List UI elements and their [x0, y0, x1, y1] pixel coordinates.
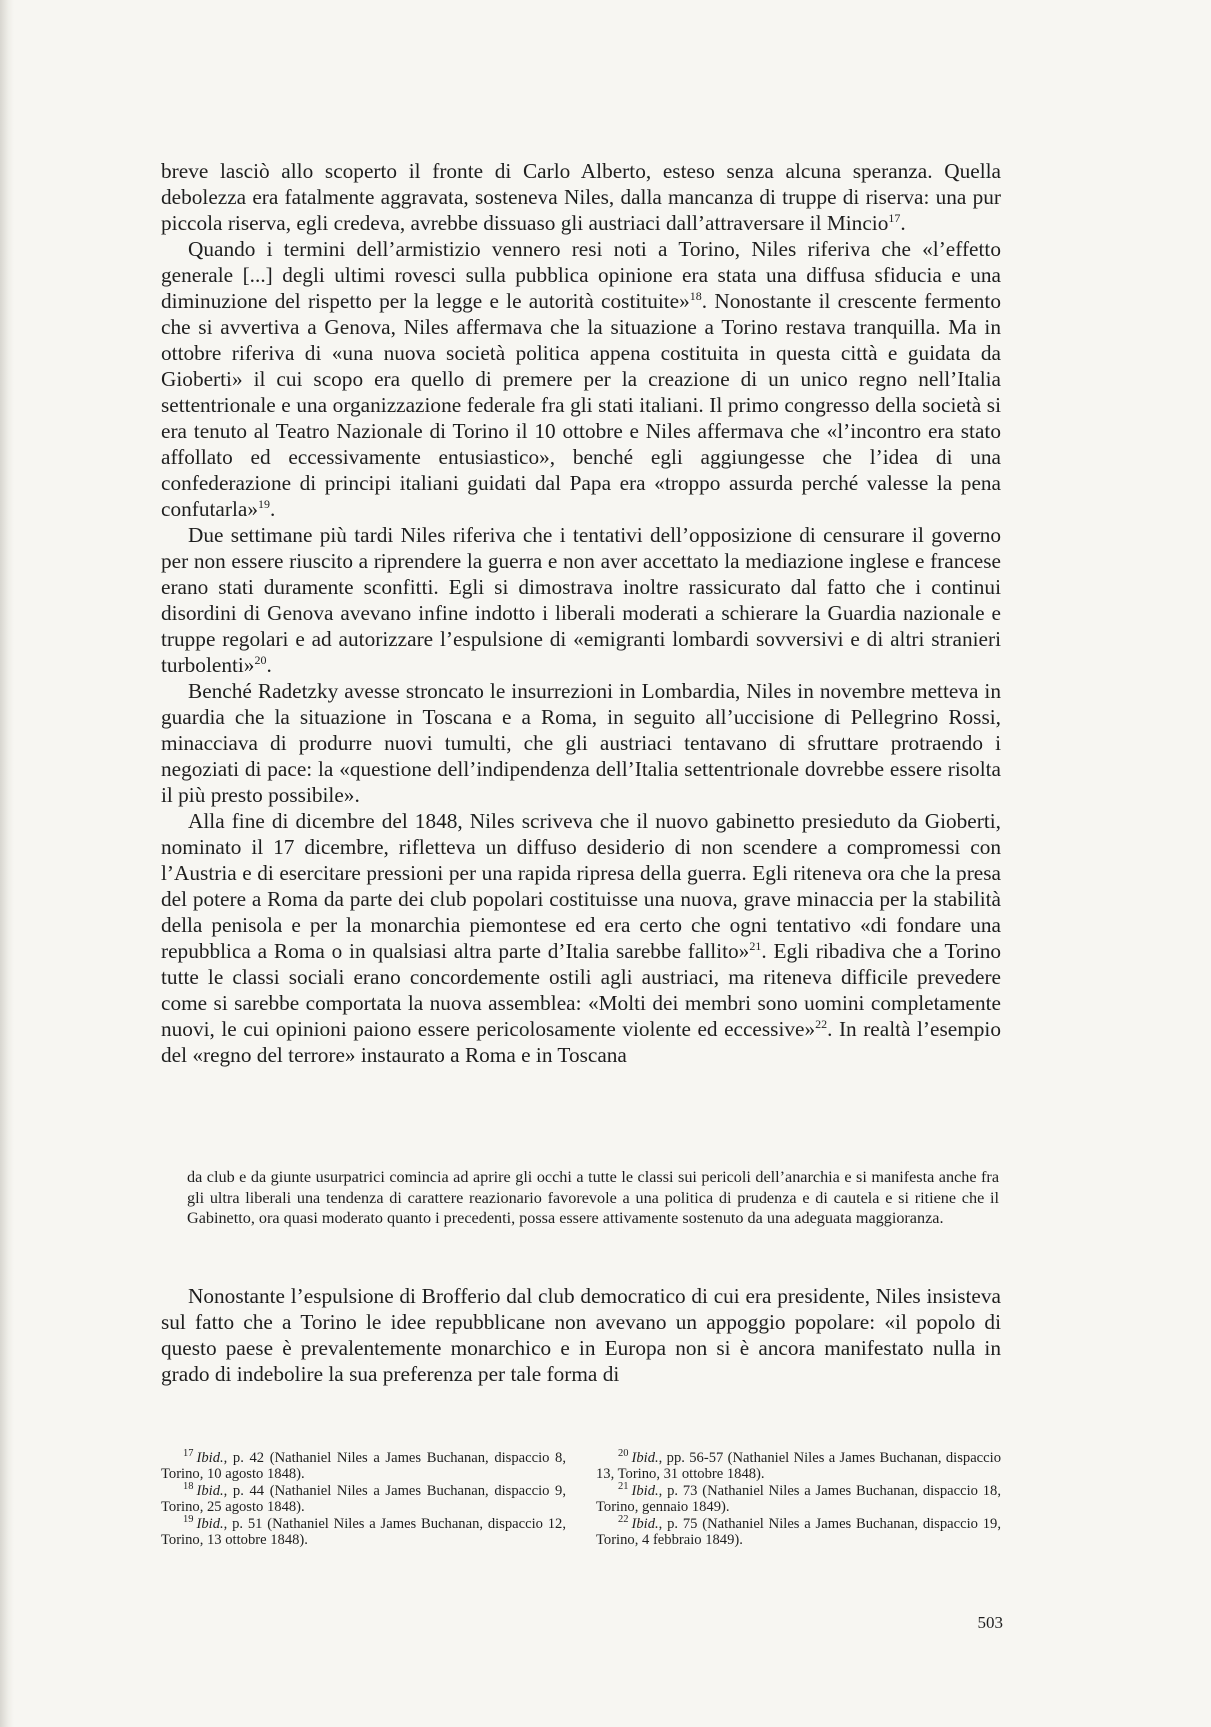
page-number: 503	[977, 1613, 1003, 1632]
paragraph-5-tail2: . In realtà l’esempio del «regno del terrore» instaurato a Roma e in Toscana	[161, 1017, 1001, 1067]
footnotes-right-column	[596, 1450, 1001, 1548]
footnote-ref-20[interactable]: 20	[254, 652, 267, 667]
paragraph-1-text: breve lasciò allo scoperto il fronte di Carlo Alberto, esteso senza alcuna speranza. Quella debolezza era fatalmente aggravata, sosteneva Niles, dalla mancanza di truppe di riserva: una pur piccola riserva, egli credeva, avrebbe dissuaso gli austriaci dall’attraversare il Mincio	[161, 159, 1001, 235]
footnote-text: , p. 73 (Nathaniel Niles a James Buchanan, dispaccio 18, Torino, gennaio 1849).	[596, 1482, 1001, 1516]
paragraph-4-text: Benché Radetzky avesse stroncato le insurrezioni in Lombardia, Niles in novembre metteva in guardia che la situazione in Toscana e a Roma, in seguito all’uccisione di Pellegrino Rossi, minacciava di produrre nuovi tumulti, che gli austriaci tentavano di sfruttare protraendo i negoziati di pace: la «questione dell’indipendenza dell’Italia settentrionale dovrebbe essere risolta il più presto possibile».	[161, 679, 1001, 807]
footnote-ibid: Ibid.	[196, 1515, 224, 1532]
after-quote-paragraph	[161, 1283, 1001, 1387]
footnote-text: , pp. 56-57 (Nathaniel Niles a James Buchanan, dispaccio 13, Torino, 31 ottobre 1848).	[596, 1450, 1001, 1483]
footnote-ibid: Ibid.	[196, 1450, 224, 1466]
footnote-ref-19[interactable]: 19	[257, 496, 270, 511]
footnote-number: 22	[618, 1513, 629, 1525]
footnote-ref-21[interactable]: 21	[749, 938, 762, 953]
footnote-number: 20	[618, 1448, 629, 1460]
footnote-18	[161, 1480, 566, 1516]
footnote-number: 17	[183, 1448, 194, 1460]
footnote-ibid: Ibid.	[631, 1482, 659, 1499]
footnote-20	[596, 1450, 1001, 1483]
footnote-22	[596, 1513, 1001, 1549]
footnote-17	[161, 1450, 566, 1483]
footnotes-left-column	[161, 1450, 566, 1548]
footnote-21	[596, 1480, 1001, 1516]
footnote-ibid: Ibid.	[631, 1450, 659, 1466]
paragraph-5-text: Alla fine di dicembre del 1848, Niles scriveva che il nuovo gabinetto presieduto da Gioberti, nominato il 17 dicembre, rifletteva un diffuso desiderio di non scendere a compromessi con l’Austria e di esercitare pressioni per una rapida ripresa della guerra. Egli riteneva ora che la presa del potere a Roma da parte dei club popolari costituisse una nuova, grave minaccia per la stabilità della penisola e per la monarchia piemontese ed era certo che ogni tentativo «di fondare una repubblica a Roma o in qualsiasi altra parte d’Italia sarebbe fallito»	[161, 809, 1001, 963]
footnotes	[161, 1450, 1001, 1548]
paragraph-1-tail: .	[900, 211, 906, 235]
page-edge-shadow	[0, 0, 14, 1727]
footnote-ref-22[interactable]: 22	[815, 1016, 828, 1031]
footnote-number: 21	[618, 1480, 629, 1492]
paragraph-3-text: Due settimane più tardi Niles riferiva che i tentativi dell’opposizione di censurare il governo per non essere riuscito a riprendere la guerra e non aver accettato la mediazione inglese e francese erano stati duramente sconfitti. Egli si dimostrava inoltre rassicurato dal fatto che i continui disordini di Genova avevano infine indotto i liberali moderati a schierare la Guardia nazionale e truppe regolari e ad autorizzare l’espulsione di «emigranti lombardi sovversivi e di altri stranieri turbolenti»	[161, 523, 1001, 677]
footnote-text: , p. 42 (Nathaniel Niles a James Buchanan, dispaccio 8, Torino, 10 agosto 1848).	[161, 1450, 566, 1483]
paragraph-3	[161, 522, 1001, 678]
block-quote	[187, 1167, 999, 1229]
footnote-number: 19	[183, 1513, 194, 1525]
footnote-text: , p. 44 (Nathaniel Niles a James Buchanan, dispaccio 9, Torino, 25 agosto 1848).	[161, 1482, 566, 1516]
paragraph-5	[161, 808, 1001, 1068]
footnote-ref-18[interactable]: 18	[689, 288, 702, 303]
footnote-ibid: Ibid.	[631, 1515, 659, 1532]
footnote-ref-17[interactable]: 17	[888, 210, 901, 225]
paragraph-5-tail: . Egli ribadiva che a Torino tutte le classi sociali erano concordemente ostili agli austriaci, ma riteneva difficile prevedere come si sarebbe comportata la nuova assemblea: «Molti dei membri sono uomini completamente nuovi, le cui opinioni paiono essere pericolosamente violente ed eccessive»	[161, 939, 1001, 1041]
footnote-text: , p. 51 (Nathaniel Niles a James Buchanan, dispaccio 12, Torino, 13 ottobre 1848).	[161, 1515, 566, 1549]
paragraph-2-text: Quando i termini dell’armistizio vennero resi noti a Torino, Niles riferiva che «l’effetto generale [...] degli ultimi rovesci sulla pubblica opinione era stata una diffusa sfiducia e una diminuzione del rispetto per la legge e le autorità costituite»	[161, 237, 1001, 313]
main-text	[161, 158, 1001, 1068]
footnote-text: , p. 75 (Nathaniel Niles a James Buchanan, dispaccio 19, Torino, 4 febbraio 1849).	[596, 1515, 1001, 1549]
paragraph-2-tail: . Nonostante il crescente fermento che si avvertiva a Genova, Niles affermava che la situazione a Torino restava tranquilla. Ma in ottobre riferiva di «una nuova società politica appena costituita in questa città e guidata da Gioberti» il cui scopo era quello di premere per la creazione di un unico regno nell’Italia settentrionale e una organizzazione federale fra gli stati italiani. Il primo congresso della società si era tenuto al Teatro Nazionale di Torino il 10 ottobre e Niles affermava che «l’incontro era stato affollato ed eccessivamente entusiastico», benché egli aggiungesse che l’idea di una confederazione di principi italiani guidati dal Papa era «troppo assurda perché valesse la pena confutarla»	[161, 289, 1001, 521]
footnote-ibid: Ibid.	[196, 1482, 224, 1499]
paragraph-2	[161, 236, 1001, 522]
paragraph-2-tail2: .	[269, 497, 276, 521]
paragraph-1	[161, 158, 1001, 236]
footnote-19	[161, 1513, 566, 1549]
paragraph-4	[161, 678, 1001, 808]
paragraph-3-tail: .	[266, 653, 272, 677]
after-quote-text: Nonostante l’espulsione di Brofferio dal club democratico di cui era presidente, Niles insisteva sul fatto che a Torino le idee repubblicane non avevano un appoggio popolare: «il popolo di questo paese è prevalentemente monarchico e in Europa non si è ancora manifestato nulla in grado di indebolire la sua preferenza per tale forma di	[161, 1284, 1001, 1386]
block-quote-text: da club e da giunte usurpatrici comincia ad aprire gli occhi a tutte le classi sui pericoli dell’anarchia e si manifesta anche fra gli ultra liberali una tendenza di carattere reazionario favorevole a una politica di prudenza e di cautela e si ritiene che il Gabinetto, ora quasi moderato quanto i precedenti, possa essere attivamente sostenuto da una adeguata maggioranza.	[187, 1168, 999, 1227]
footnote-number: 18	[183, 1480, 194, 1492]
